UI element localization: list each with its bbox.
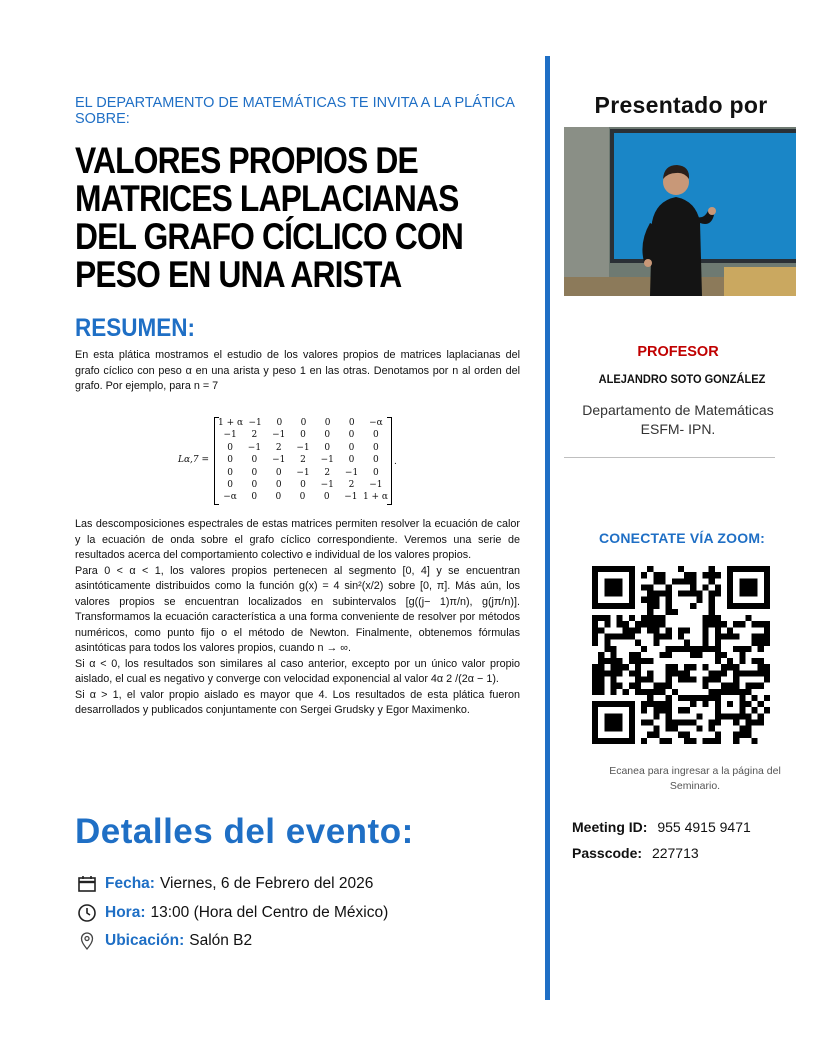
- matrix-entry: 0: [251, 492, 258, 503]
- talk-title: [75, 142, 479, 294]
- matrix-entry: −1: [272, 430, 286, 441]
- matrix-entry: 2: [275, 442, 282, 453]
- matrix-entry: 0: [299, 492, 306, 503]
- passcode-value: 227713: [651, 845, 699, 861]
- matrix-entry: 0: [251, 479, 258, 490]
- matrix-row: [215, 417, 391, 429]
- title-line: DEL GRAFO CÍCLICO CON: [75, 216, 463, 257]
- matrix-row: [215, 479, 391, 491]
- resumen-heading: RESUMEN:: [75, 314, 196, 342]
- calendar-icon: [77, 874, 97, 894]
- matrix-entry: 0: [324, 418, 331, 428]
- title-line: MATRICES LAPLACIANAS: [75, 178, 459, 219]
- location-pin-icon: [77, 931, 97, 951]
- matrix-entry: 0: [372, 455, 379, 466]
- abstract-paragraph-4: Si α < 0, los resultados son similares al caso anterior, excepto por un único valor propio aislado, el cual es negativo y converge con velocidad exponencial al valor 4α 2 /(2α − 1).: [75, 657, 520, 685]
- matrix-entry: 0: [251, 467, 258, 478]
- detail-value: Viernes, 6 de Febrero del 2026: [159, 875, 374, 892]
- matrix-entry: −1: [272, 455, 286, 466]
- title-line: VALORES PROPIOS DE: [75, 140, 418, 181]
- matrix-entry: 0: [275, 492, 282, 503]
- department-line: Departamento de Matemáticas: [582, 402, 774, 418]
- passcode-label: Passcode:: [572, 845, 643, 861]
- matrix-entry: 0: [348, 442, 355, 453]
- matrix-entry: 0: [324, 442, 331, 453]
- detail-label: Ubicación:: [105, 932, 185, 949]
- detail-time: [77, 903, 388, 923]
- meeting-id: [572, 819, 751, 835]
- abstract-paragraph-5: Si α > 1, el valor propio aislado es mayor que 4. Los resultados de esta plática fueron desarrollados y publicados conjuntamente con Sergei Grudsky y Egor Maximenko.: [75, 688, 520, 716]
- title-line: PESO EN UNA ARISTA: [75, 254, 402, 295]
- matrix-entry: −α: [223, 492, 237, 503]
- matrix-entry: 0: [227, 467, 233, 478]
- matrix-entry: −1: [344, 467, 359, 478]
- speaker-department: [556, 401, 800, 439]
- matrix-entry: 2: [348, 479, 355, 490]
- matrix-entry: 0: [348, 455, 355, 466]
- matrix-row: [215, 467, 391, 479]
- matrix-entry: 0: [300, 430, 306, 441]
- zoom-qr-code[interactable]: [592, 566, 770, 744]
- speaker-name: ALEJANDRO SOTO GONZÁLEZ: [598, 372, 766, 386]
- matrix-entry: 0: [323, 492, 330, 503]
- detail-value: Salón B2: [189, 932, 253, 949]
- abstract-paragraph-2: Las descomposiciones espectrales de estas matrices permiten resolver la ecuación de calor y la ecuación de onda sobre el grafo cíclico correspondiente. Veremos una serie de resultados acerca del comportamiento colectivo e individual de los valores propios.: [75, 518, 520, 561]
- matrix-entry: 1 + α: [362, 492, 389, 503]
- matrix-entry: −1: [247, 442, 262, 453]
- matrix-entry: 0: [227, 479, 233, 490]
- abstract-body: [75, 517, 520, 719]
- matrix-entry: 0: [300, 418, 307, 428]
- matrix-entry: −α: [369, 418, 383, 428]
- matrix-row: [215, 429, 391, 441]
- matrix-period: .: [394, 457, 397, 467]
- detail-location: [77, 931, 252, 951]
- detail-label: Hora:: [105, 904, 146, 921]
- matrix-entry: 0: [275, 467, 282, 478]
- matrix-entry: 0: [251, 455, 258, 466]
- matrix-entry: 2: [300, 455, 306, 466]
- matrix-body: [214, 417, 392, 505]
- matrix-entry: 2: [251, 430, 258, 441]
- matrix-entry: 0: [227, 442, 233, 453]
- matrix-entry: 0: [324, 430, 331, 441]
- matrix-entry: −1: [320, 455, 334, 466]
- invite-text: EL DEPARTAMENTO DE MATEMÁTICAS TE INVITA A LA PLÁTICA SOBRE:: [75, 95, 515, 127]
- passcode: [572, 845, 699, 861]
- detail-label: Fecha:: [105, 875, 155, 892]
- matrix-label: Lα,7 =: [178, 455, 210, 465]
- matrix-entry: 0: [227, 455, 233, 466]
- matrix-row: [215, 454, 391, 466]
- qr-caption: Ecanea para ingresar a la página del Seminario.: [609, 765, 781, 792]
- matrix-entry: 0: [372, 430, 379, 441]
- column-divider: [545, 56, 550, 1000]
- matrix-entry: −1: [296, 442, 310, 453]
- abstract-paragraph-3: Para 0 < α < 1, los valores propios pertenecen al segmento [0, 4] y se encuentran asintóticamente distribuidos como la función g(x) = 4 sin²(x/2) sobre [0, π]. Más aún, los valores propios se encuentran localizados en subintervalos [g((j− 1)π/n), g(jπ/n)]. Transformamos la ecuación característica a una forma conveniente de resolver por métodos numéricos, como punto fijo o el método de Newton. Finalmente, obtenemos fórmulas asintóticas para todos los valores propios, cuando n → ∞.: [75, 564, 520, 654]
- clock-icon: [77, 903, 97, 923]
- speaker-photo-illustration: [564, 127, 796, 296]
- department-line: ESFM- IPN.: [640, 421, 716, 437]
- matrix-entry: −1: [369, 479, 383, 490]
- matrix-entry: 1 + α: [218, 418, 244, 428]
- matrix-entry: −1: [344, 492, 358, 503]
- matrix-entry: −1: [248, 418, 262, 428]
- meeting-id-label: Meeting ID:: [572, 819, 648, 835]
- detail-value: 13:00 (Hora del Centro de México): [150, 904, 389, 921]
- laplacian-matrix: [178, 417, 438, 507]
- matrix-entry: 2: [324, 467, 331, 478]
- matrix-entry: −1: [223, 430, 237, 441]
- matrix-entry: 0: [372, 442, 379, 453]
- abstract-paragraph-1: En esta plática mostramos el estudio de los valores propios de matrices laplacianas del grafo cíclico con peso α en una arista y peso 1 en las otras. Denotamos por n al orden del grafo. Por ejemplo, para n = 7: [75, 349, 520, 392]
- meeting-id-value: 955 4915 9471: [657, 819, 751, 835]
- divider: [564, 457, 775, 458]
- zoom-heading: CONECTATE VÍA ZOOM:: [598, 530, 766, 546]
- matrix-entry: 0: [275, 479, 282, 490]
- matrix-entry: 0: [348, 418, 355, 428]
- matrix-entry: 0: [372, 467, 379, 478]
- speaker-photo: [564, 127, 796, 296]
- matrix-entry: 0: [348, 430, 355, 441]
- presented-by-heading: Presentado por: [594, 92, 768, 118]
- speaker-role: PROFESOR: [637, 344, 719, 360]
- details-heading: Detalles del evento:: [75, 812, 414, 851]
- detail-date: [77, 874, 373, 894]
- matrix-row: [215, 442, 391, 454]
- matrix-row: [215, 491, 391, 503]
- matrix-entry: −1: [296, 467, 310, 478]
- matrix-entry: −1: [320, 479, 334, 490]
- matrix-entry: 0: [300, 479, 306, 490]
- matrix-entry: 0: [276, 418, 283, 428]
